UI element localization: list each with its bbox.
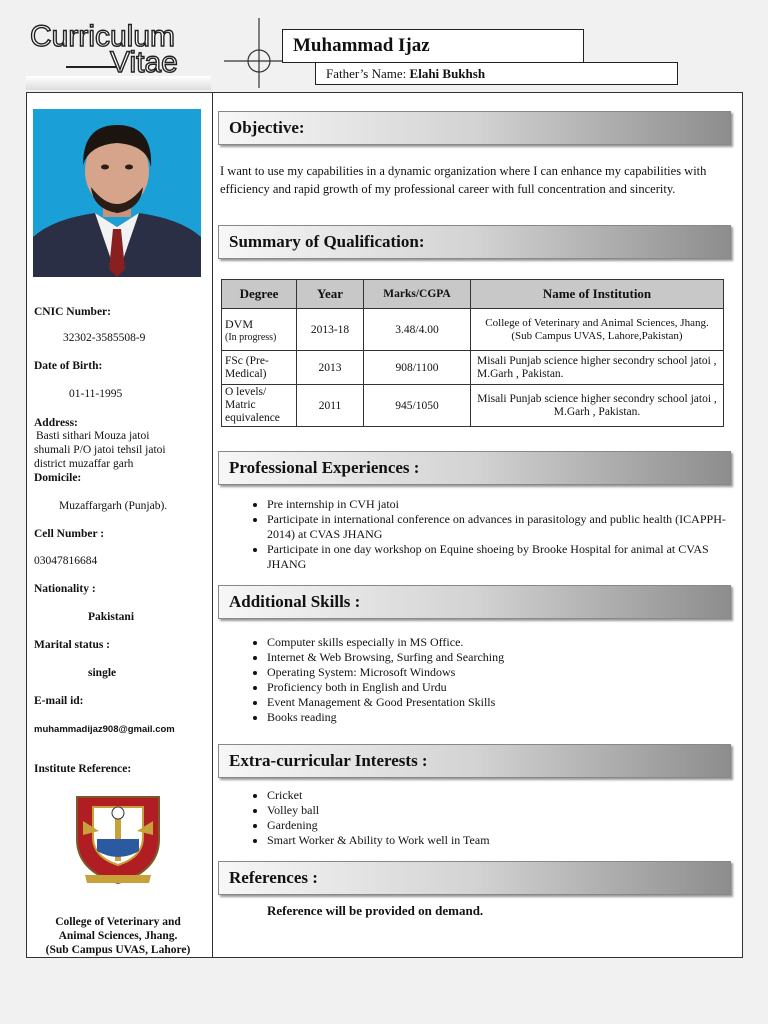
experience-header: [218, 451, 731, 485]
skills-heading: Additional Skills :: [229, 592, 361, 611]
institute-name-line: College of Veterinary and: [55, 916, 181, 928]
father-name-box: [315, 62, 678, 85]
references-text: Reference will be provided on demand.: [267, 903, 484, 918]
address-line: district muzaffar garh: [34, 458, 134, 470]
list-item: • Participate in international conference on advances in parasitology and public health (ICAPPH-2014) at CVAS JHANG: [267, 512, 737, 542]
institute-name: [28, 915, 208, 957]
institute-name-line: (Sub Campus UVAS, Lahore): [45, 944, 191, 956]
institution-cell: Misali Punjab science higher secondry school jatoi , M.Garh , Pakistan.: [471, 351, 724, 385]
list-item: • Internet & Web Browsing, Surfing and Searching: [267, 650, 737, 665]
father-name-value: Elahi Bukhsh: [409, 66, 486, 81]
list-item: • Proficiency both in English and Urdu: [267, 680, 737, 695]
marks-cell: 3.48/4.00: [364, 309, 471, 351]
table-row: [222, 309, 724, 351]
address-label: Address:: [34, 417, 78, 429]
list-item: • Smart Worker & Ability to Work well in Team: [267, 833, 737, 848]
column-header: Year: [297, 280, 364, 309]
skills-header: [218, 585, 731, 619]
institute-crest-logo: [63, 791, 173, 889]
curriculum-vitae-logo: [26, 18, 211, 80]
cell-label: Cell Number :: [34, 528, 105, 540]
marital-value: single: [88, 667, 117, 679]
interests-heading: Extra-curricular Interests :: [229, 751, 428, 770]
cnic-label: CNIC Number:: [34, 306, 111, 318]
list-item: • Operating System: Microsoft Windows: [267, 665, 737, 680]
logo-line-1: Curriculum: [30, 20, 176, 53]
marital-label: Marital status :: [34, 639, 111, 651]
email-value: muhammadijaz908@gmail.com: [34, 724, 175, 735]
interests-header: [218, 744, 731, 778]
qualification-table: [221, 279, 724, 427]
institution-cell: Misali Punjab science higher secondry school jatoi , M.Garh , Pakistan.: [471, 385, 724, 427]
list-item: • Pre internship in CVH jatoi: [267, 497, 737, 512]
references-header: [218, 861, 731, 895]
table-row: [222, 385, 724, 427]
nationality-label: Nationality :: [34, 583, 96, 595]
candidate-name: Muhammad Ijaz: [293, 35, 430, 56]
list-item: • Cricket: [267, 788, 737, 803]
institute-name-line: Animal Sciences, Jhang.: [58, 930, 178, 942]
name-box: [282, 29, 584, 63]
skills-list: [247, 635, 737, 725]
marks-cell: 945/1050: [364, 385, 471, 427]
list-item: • Volley ball: [267, 803, 737, 818]
column-header: Marks/CGPA: [364, 280, 471, 309]
column-header: Degree: [222, 280, 297, 309]
objective-heading: Objective:: [229, 118, 305, 137]
degree-cell: DVM (In progress): [222, 309, 297, 351]
list-item: • Computer skills especially in MS Office.: [267, 635, 737, 650]
experience-list: [247, 497, 737, 572]
cnic-value: 32302-3585508-9: [63, 332, 146, 344]
experience-heading: Professional Experiences :: [229, 458, 420, 477]
degree-cell: O levels/ Matric equivalence: [222, 385, 297, 427]
list-item: • Gardening: [267, 818, 737, 833]
interests-list: [247, 788, 737, 848]
logo-line-2: Vitae: [110, 46, 178, 79]
qualification-heading: Summary of Qualification:: [229, 232, 425, 251]
dob-value: 01-11-1995: [69, 388, 123, 400]
list-item: • Books reading: [267, 710, 737, 725]
objective-header: [218, 111, 731, 145]
column-header: Name of Institution: [471, 280, 724, 309]
address-line: Basti sithari Mouza jatoi: [36, 430, 150, 442]
objective-text: I want to use my capabilities in a dynamic organization where I can enhance my capabilities with efficiency and rapid growth of my professional career with full concentration and sincerity.: [220, 164, 707, 196]
nationality-value: Pakistani: [88, 611, 135, 623]
institution-cell: College of Veterinary and Animal Sciences, Jhang. (Sub Campus UVAS, Lahore,Pakistan): [471, 309, 724, 351]
list-item: • Event Management & Good Presentation Skills: [267, 695, 737, 710]
email-label: E-mail id:: [34, 695, 84, 707]
father-name-label: Father’s Name:: [326, 66, 407, 81]
column-divider: [212, 92, 213, 957]
logo-underline: [66, 66, 116, 68]
year-cell: 2013-18: [297, 309, 364, 351]
domicile-value: Muzaffargarh (Punjab).: [59, 500, 168, 512]
address-line: shumali P/O jatoi tehsil jatoi: [34, 444, 166, 456]
qualification-header: [218, 225, 731, 259]
dob-label: Date of Birth:: [34, 360, 103, 372]
domicile-label: Domicile:: [34, 472, 82, 484]
references-heading: References :: [229, 868, 318, 887]
degree-cell: FSc (Pre-Medical): [222, 351, 297, 385]
profile-photo: [33, 109, 201, 277]
cell-value: 03047816684: [34, 555, 98, 567]
list-item: • Participate in one day workshop on Equine shoeing by Brooke Hospital for animal at CVAS JHANG: [267, 542, 737, 572]
marks-cell: 908/1100: [364, 351, 471, 385]
table-row: [222, 351, 724, 385]
institute-label: Institute Reference:: [34, 763, 132, 775]
year-cell: 2011: [297, 385, 364, 427]
table-header-row: [222, 280, 724, 309]
year-cell: 2013: [297, 351, 364, 385]
